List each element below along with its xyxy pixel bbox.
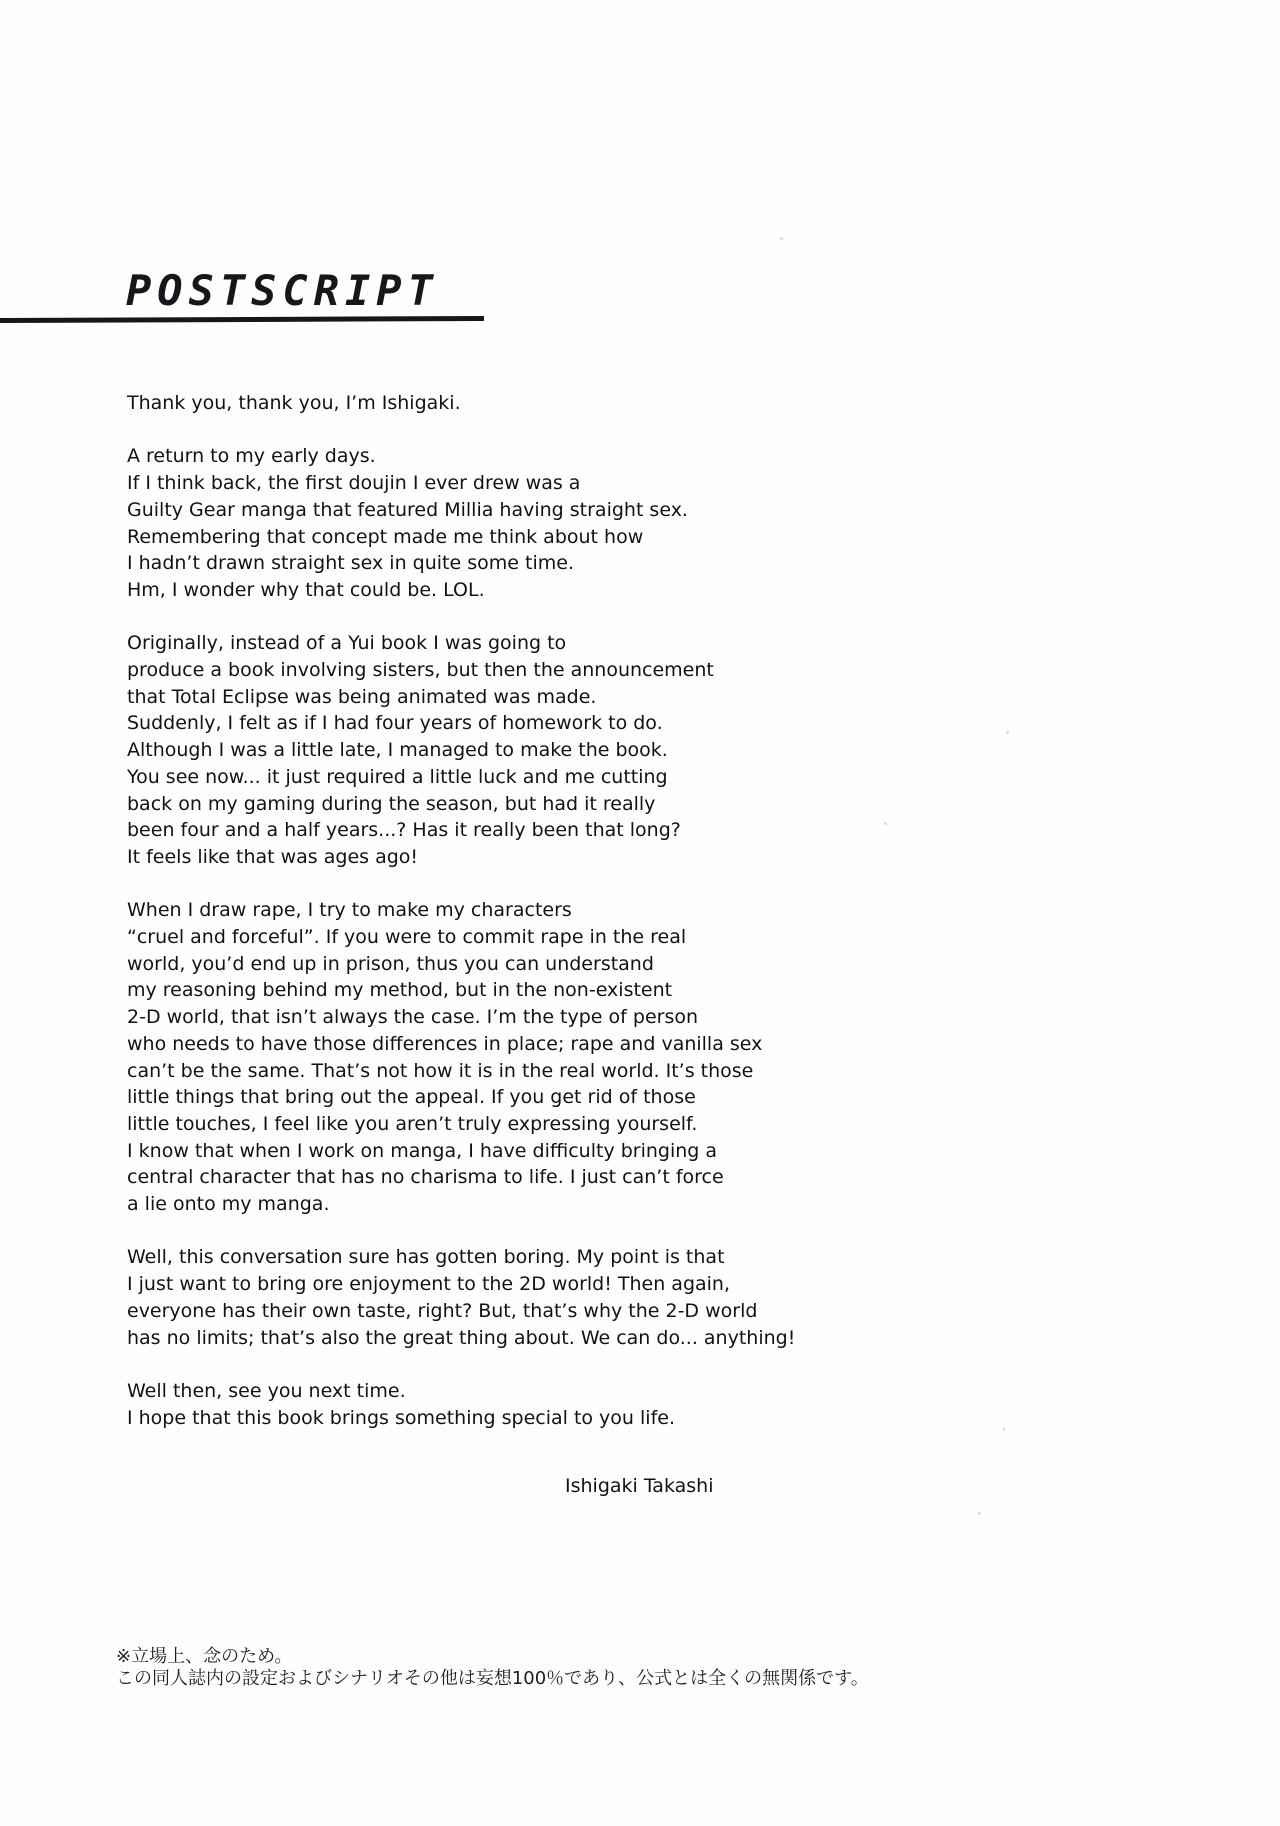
disclaimer-line: ※立場上、念のため。 (116, 1646, 293, 1667)
text-line: I just want to bring ore enjoyment to the 2D world! Then again, (127, 1273, 731, 1296)
text-line: Thank you, thank you, I’m Ishigaki. (127, 392, 461, 414)
text-line: a lie onto my manga. (127, 1193, 330, 1216)
text-line: If I think back, the first doujin I ever drew was a (127, 472, 581, 495)
text-line: Remembering that concept made me think about how (127, 525, 644, 548)
disclaimer-footnote (116, 1646, 869, 1690)
text-line: little things that bring out the appeal. If you get rid of those (127, 1086, 696, 1109)
text-line: Well then, see you next time. (127, 1379, 406, 1402)
text-line: 2-D world, that isn’t always the case. I’m the type of person (127, 1006, 699, 1029)
text-line: Originally, instead of a Yui book I was going to (127, 632, 567, 655)
author-signature: Ishigaki Takashi (565, 1475, 714, 1497)
page-title: POSTSCRIPT (126, 266, 439, 315)
paragraph-farewell (127, 1378, 867, 1431)
scan-speck (1006, 731, 1009, 734)
paragraph-early-days (127, 443, 867, 603)
text-line: central character that has no charisma to life. I just can’t force (127, 1166, 724, 1189)
paragraph-2d-world (127, 1244, 867, 1351)
text-line: little touches, I feel like you aren’t truly expressing yourself. (127, 1112, 698, 1135)
text-line: who needs to have those differences in place; rape and vanilla sex (127, 1032, 763, 1055)
disclaimer-line: この同人誌内の設定およびシナリオその他は妄想100％であり、公式とは全くの無関係です。 (116, 1668, 869, 1689)
text-line: Hm, I wonder why that could be. LOL. (127, 578, 485, 601)
text-line: that Total Eclipse was being animated was made. (127, 685, 597, 708)
paragraph-philosophy (127, 897, 867, 1217)
text-line: been four and a half years...? Has it really been that long? (127, 819, 681, 842)
text-line: everyone has their own taste, right? But, that’s why the 2-D world (127, 1299, 758, 1322)
text-line: When I draw rape, I try to make my characters (127, 899, 572, 922)
text-line: my reasoning behind my method, but in the non-existent (127, 979, 673, 1002)
text-line: Well, this conversation sure has gotten boring. My point is that (127, 1246, 725, 1269)
text-line: You see now... it just required a little luck and me cutting (127, 765, 668, 788)
text-line: has no limits; that’s also the great thing about. We can do... anything! (127, 1326, 796, 1349)
paragraph-greeting (127, 390, 867, 417)
afterword-body (127, 390, 867, 1458)
scan-speck (1003, 1427, 1005, 1431)
text-line: “cruel and forceful”. If you were to commit rape in the real (127, 926, 687, 949)
text-line: I hadn’t drawn straight sex in quite some time. (127, 552, 574, 575)
scan-speck (884, 822, 887, 825)
text-line: I know that when I work on manga, I have difficulty bringing a (127, 1139, 718, 1162)
text-line: produce a book involving sisters, but then the announcement (127, 659, 714, 681)
text-line: back on my gaming during the season, but had it really (127, 792, 656, 815)
text-line: Although I was a little late, I managed to make the book. (127, 739, 668, 762)
text-line: world, you’d end up in prison, thus you can understand (127, 952, 654, 975)
text-line: Guilty Gear manga that featured Millia having straight sex. (127, 498, 688, 521)
paragraph-book-origin (127, 630, 867, 870)
text-line: It feels like that was ages ago! (127, 845, 419, 868)
scan-speck (978, 1512, 981, 1515)
text-line: A return to my early days. (127, 445, 376, 468)
scan-speck (780, 237, 783, 240)
text-line: Suddenly, I felt as if I had four years of homework to do. (127, 712, 663, 735)
text-line: can’t be the same. That’s not how it is in the real world. It’s those (127, 1059, 754, 1082)
title-underline (0, 316, 484, 323)
text-line: I hope that this book brings something special to you life. (127, 1406, 675, 1429)
